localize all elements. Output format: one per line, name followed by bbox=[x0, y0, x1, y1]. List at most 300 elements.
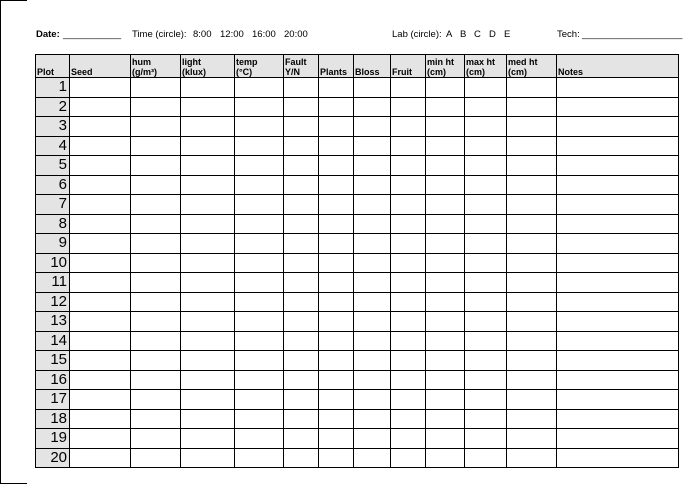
entry-cell[interactable] bbox=[391, 390, 426, 410]
entry-cell[interactable] bbox=[181, 409, 235, 429]
entry-cell[interactable] bbox=[557, 351, 679, 371]
entry-cell[interactable] bbox=[391, 351, 426, 371]
col-header-bloss: Bloss bbox=[354, 55, 391, 78]
entry-cell[interactable] bbox=[235, 409, 284, 429]
entry-cell[interactable] bbox=[131, 292, 181, 312]
col-header-seed: Seed bbox=[70, 55, 131, 78]
entry-cell[interactable] bbox=[70, 273, 131, 293]
col-header-plot: Plot bbox=[36, 55, 70, 78]
entry-cell[interactable] bbox=[131, 370, 181, 390]
entry-cell[interactable] bbox=[354, 156, 391, 176]
entry-cell[interactable] bbox=[426, 273, 465, 293]
entry-cell[interactable] bbox=[235, 370, 284, 390]
entry-cell[interactable] bbox=[426, 234, 465, 254]
entry-cell[interactable] bbox=[131, 312, 181, 332]
entry-cell[interactable] bbox=[319, 351, 354, 371]
entry-cell[interactable] bbox=[284, 351, 319, 371]
table-row bbox=[36, 390, 679, 410]
entry-cell[interactable] bbox=[426, 253, 465, 273]
entry-cell[interactable] bbox=[235, 253, 284, 273]
entry-cell[interactable] bbox=[181, 97, 235, 117]
entry-cell[interactable] bbox=[426, 292, 465, 312]
entry-cell[interactable] bbox=[319, 429, 354, 449]
entry-cell[interactable] bbox=[426, 97, 465, 117]
entry-cell[interactable] bbox=[426, 214, 465, 234]
entry-cell[interactable] bbox=[465, 253, 507, 273]
entry-cell[interactable] bbox=[319, 292, 354, 312]
entry-cell[interactable] bbox=[354, 195, 391, 215]
entry-cell[interactable] bbox=[426, 156, 465, 176]
entry-cell[interactable] bbox=[131, 195, 181, 215]
entry-cell[interactable] bbox=[391, 136, 426, 156]
entry-cell[interactable] bbox=[465, 331, 507, 351]
entry-cell[interactable] bbox=[181, 156, 235, 176]
table-row bbox=[36, 312, 679, 332]
entry-cell[interactable] bbox=[131, 78, 181, 98]
entry-cell[interactable] bbox=[284, 448, 319, 468]
entry-cell[interactable] bbox=[70, 156, 131, 176]
entry-cell[interactable] bbox=[181, 331, 235, 351]
entry-cell[interactable] bbox=[181, 390, 235, 410]
entry-cell[interactable] bbox=[426, 136, 465, 156]
entry-cell[interactable] bbox=[131, 429, 181, 449]
plot-number: 7 bbox=[36, 195, 70, 215]
entry-cell[interactable] bbox=[426, 429, 465, 449]
entry-cell[interactable] bbox=[507, 370, 557, 390]
table-row bbox=[36, 429, 679, 449]
entry-cell[interactable] bbox=[131, 351, 181, 371]
plot-number: 3 bbox=[36, 117, 70, 137]
table-row bbox=[36, 370, 679, 390]
entry-cell[interactable] bbox=[507, 136, 557, 156]
entry-cell[interactable] bbox=[557, 253, 679, 273]
entry-cell[interactable] bbox=[70, 331, 131, 351]
entry-cell[interactable] bbox=[70, 312, 131, 332]
entry-cell[interactable] bbox=[426, 175, 465, 195]
entry-cell[interactable] bbox=[426, 351, 465, 371]
time-option-0800[interactable]: 8:00 bbox=[193, 29, 212, 40]
entry-cell[interactable] bbox=[235, 117, 284, 137]
entry-cell[interactable] bbox=[354, 409, 391, 429]
entry-cell[interactable] bbox=[319, 156, 354, 176]
entry-cell[interactable] bbox=[319, 370, 354, 390]
entry-cell[interactable] bbox=[354, 370, 391, 390]
entry-cell[interactable] bbox=[507, 273, 557, 293]
entry-cell[interactable] bbox=[319, 253, 354, 273]
entry-cell[interactable] bbox=[557, 175, 679, 195]
entry-cell[interactable] bbox=[391, 234, 426, 254]
entry-cell[interactable] bbox=[70, 195, 131, 215]
entry-cell[interactable] bbox=[319, 390, 354, 410]
entry-cell[interactable] bbox=[181, 117, 235, 137]
entry-cell[interactable] bbox=[354, 292, 391, 312]
entry-cell[interactable] bbox=[465, 370, 507, 390]
entry-cell[interactable] bbox=[465, 97, 507, 117]
entry-cell[interactable] bbox=[319, 331, 354, 351]
entry-cell[interactable] bbox=[70, 175, 131, 195]
margin-mark-bottom bbox=[0, 483, 27, 484]
entry-cell[interactable] bbox=[557, 312, 679, 332]
col-header-med-ht: med ht (cm) bbox=[507, 55, 557, 78]
entry-cell[interactable] bbox=[557, 214, 679, 234]
col-header-fruit: Fruit bbox=[391, 55, 426, 78]
entry-cell[interactable] bbox=[465, 78, 507, 98]
entry-cell[interactable] bbox=[319, 273, 354, 293]
entry-cell[interactable] bbox=[70, 370, 131, 390]
entry-cell[interactable] bbox=[131, 273, 181, 293]
date-label: Date: bbox=[36, 29, 60, 40]
entry-cell[interactable] bbox=[391, 78, 426, 98]
entry-cell[interactable] bbox=[507, 195, 557, 215]
entry-cell[interactable] bbox=[391, 97, 426, 117]
entry-cell[interactable] bbox=[557, 448, 679, 468]
entry-cell[interactable] bbox=[426, 117, 465, 137]
table-row bbox=[36, 78, 679, 98]
entry-cell[interactable] bbox=[391, 156, 426, 176]
entry-cell[interactable] bbox=[354, 214, 391, 234]
entry-cell[interactable] bbox=[284, 429, 319, 449]
time-option-1600[interactable]: 16:00 bbox=[252, 29, 276, 40]
table-row bbox=[36, 409, 679, 429]
entry-cell[interactable] bbox=[131, 156, 181, 176]
entry-cell[interactable] bbox=[465, 195, 507, 215]
entry-cell[interactable] bbox=[70, 117, 131, 137]
form-header bbox=[36, 29, 683, 41]
col-header-plants: Plants bbox=[319, 55, 354, 78]
entry-cell[interactable] bbox=[319, 136, 354, 156]
entry-cell[interactable] bbox=[507, 234, 557, 254]
entry-cell[interactable] bbox=[557, 156, 679, 176]
entry-cell[interactable] bbox=[70, 429, 131, 449]
entry-cell[interactable] bbox=[284, 78, 319, 98]
entry-cell[interactable] bbox=[507, 409, 557, 429]
entry-cell[interactable] bbox=[507, 253, 557, 273]
col-header-max-ht: max ht (cm) bbox=[465, 55, 507, 78]
col-header-humidity: hum (g/m³) bbox=[131, 55, 181, 78]
entry-cell[interactable] bbox=[465, 351, 507, 371]
entry-cell[interactable] bbox=[70, 351, 131, 371]
entry-cell[interactable] bbox=[354, 273, 391, 293]
entry-cell[interactable] bbox=[284, 195, 319, 215]
entry-cell[interactable] bbox=[181, 136, 235, 156]
entry-cell[interactable] bbox=[131, 214, 181, 234]
entry-cell[interactable] bbox=[354, 175, 391, 195]
entry-cell[interactable] bbox=[131, 234, 181, 254]
plot-number: 12 bbox=[36, 292, 70, 312]
entry-cell[interactable] bbox=[465, 117, 507, 137]
plot-number: 1 bbox=[36, 78, 70, 98]
col-header-light: light (klux) bbox=[181, 55, 235, 78]
entry-cell[interactable] bbox=[354, 351, 391, 371]
table-row bbox=[36, 117, 679, 137]
entry-cell[interactable] bbox=[557, 97, 679, 117]
entry-cell[interactable] bbox=[557, 195, 679, 215]
entry-cell[interactable] bbox=[284, 234, 319, 254]
entry-cell[interactable] bbox=[284, 97, 319, 117]
entry-cell[interactable] bbox=[235, 331, 284, 351]
header-row bbox=[36, 55, 679, 78]
entry-cell[interactable] bbox=[181, 292, 235, 312]
entry-cell[interactable] bbox=[507, 97, 557, 117]
plot-number: 20 bbox=[36, 448, 70, 468]
entry-cell[interactable] bbox=[426, 370, 465, 390]
entry-cell[interactable] bbox=[181, 448, 235, 468]
entry-cell[interactable] bbox=[426, 331, 465, 351]
entry-cell[interactable] bbox=[235, 97, 284, 117]
entry-cell[interactable] bbox=[284, 253, 319, 273]
entry-cell[interactable] bbox=[181, 429, 235, 449]
entry-cell[interactable] bbox=[557, 117, 679, 137]
table-row bbox=[36, 136, 679, 156]
entry-cell[interactable] bbox=[507, 214, 557, 234]
entry-cell[interactable] bbox=[319, 234, 354, 254]
entry-cell[interactable] bbox=[465, 390, 507, 410]
entry-cell[interactable] bbox=[131, 448, 181, 468]
entry-cell[interactable] bbox=[181, 351, 235, 371]
table-row bbox=[36, 253, 679, 273]
table-row bbox=[36, 156, 679, 176]
entry-cell[interactable] bbox=[284, 175, 319, 195]
entry-cell[interactable] bbox=[354, 136, 391, 156]
tech-field[interactable]: ___________________ bbox=[582, 29, 683, 40]
entry-cell[interactable] bbox=[557, 429, 679, 449]
entry-cell[interactable] bbox=[426, 448, 465, 468]
entry-cell[interactable] bbox=[284, 312, 319, 332]
entry-cell[interactable] bbox=[465, 234, 507, 254]
entry-cell[interactable] bbox=[181, 234, 235, 254]
entry-cell[interactable] bbox=[507, 117, 557, 137]
entry-cell[interactable] bbox=[181, 312, 235, 332]
entry-cell[interactable] bbox=[131, 97, 181, 117]
entry-cell[interactable] bbox=[235, 429, 284, 449]
entry-cell[interactable] bbox=[465, 214, 507, 234]
plot-number: 2 bbox=[36, 97, 70, 117]
entry-cell[interactable] bbox=[70, 234, 131, 254]
col-header-notes: Notes bbox=[557, 55, 679, 78]
entry-cell[interactable] bbox=[557, 136, 679, 156]
entry-cell[interactable] bbox=[319, 117, 354, 137]
table-row bbox=[36, 448, 679, 468]
entry-cell[interactable] bbox=[465, 292, 507, 312]
plot-number: 4 bbox=[36, 136, 70, 156]
entry-cell[interactable] bbox=[465, 409, 507, 429]
entry-cell[interactable] bbox=[557, 273, 679, 293]
entry-cell[interactable] bbox=[391, 117, 426, 137]
entry-cell[interactable] bbox=[181, 253, 235, 273]
entry-cell[interactable] bbox=[465, 448, 507, 468]
entry-cell[interactable] bbox=[354, 97, 391, 117]
entry-cell[interactable] bbox=[391, 273, 426, 293]
entry-cell[interactable] bbox=[507, 312, 557, 332]
entry-cell[interactable] bbox=[557, 78, 679, 98]
table-row bbox=[36, 331, 679, 351]
lab-option-b[interactable]: B bbox=[460, 29, 467, 40]
col-header-fault: Fault Y/N bbox=[284, 55, 319, 78]
entry-cell[interactable] bbox=[131, 117, 181, 137]
entry-cell[interactable] bbox=[557, 409, 679, 429]
entry-cell[interactable] bbox=[426, 78, 465, 98]
entry-cell[interactable] bbox=[319, 78, 354, 98]
entry-cell[interactable] bbox=[131, 175, 181, 195]
entry-cell[interactable] bbox=[284, 273, 319, 293]
entry-cell[interactable] bbox=[235, 175, 284, 195]
entry-cell[interactable] bbox=[557, 331, 679, 351]
entry-cell[interactable] bbox=[319, 312, 354, 332]
entry-cell[interactable] bbox=[391, 214, 426, 234]
entry-cell[interactable] bbox=[426, 195, 465, 215]
entry-cell[interactable] bbox=[181, 370, 235, 390]
entry-cell[interactable] bbox=[426, 312, 465, 332]
entry-cell[interactable] bbox=[391, 253, 426, 273]
entry-cell[interactable] bbox=[284, 409, 319, 429]
entry-cell[interactable] bbox=[235, 351, 284, 371]
entry-cell[interactable] bbox=[507, 351, 557, 371]
entry-cell[interactable] bbox=[181, 175, 235, 195]
entry-cell[interactable] bbox=[319, 448, 354, 468]
entry-cell[interactable] bbox=[507, 390, 557, 410]
entry-cell[interactable] bbox=[235, 234, 284, 254]
entry-cell[interactable] bbox=[319, 409, 354, 429]
entry-cell[interactable] bbox=[465, 312, 507, 332]
entry-cell[interactable] bbox=[354, 448, 391, 468]
entry-cell[interactable] bbox=[70, 214, 131, 234]
entry-cell[interactable] bbox=[284, 390, 319, 410]
entry-cell[interactable] bbox=[70, 78, 131, 98]
entry-cell[interactable] bbox=[131, 136, 181, 156]
entry-cell[interactable] bbox=[181, 195, 235, 215]
entry-cell[interactable] bbox=[319, 97, 354, 117]
entry-cell[interactable] bbox=[70, 97, 131, 117]
entry-cell[interactable] bbox=[465, 136, 507, 156]
entry-cell[interactable] bbox=[391, 448, 426, 468]
entry-cell[interactable] bbox=[235, 292, 284, 312]
entry-cell[interactable] bbox=[284, 117, 319, 137]
entry-cell[interactable] bbox=[391, 429, 426, 449]
entry-cell[interactable] bbox=[507, 78, 557, 98]
entry-cell[interactable] bbox=[284, 370, 319, 390]
entry-cell[interactable] bbox=[284, 292, 319, 312]
entry-cell[interactable] bbox=[465, 273, 507, 293]
plot-number: 18 bbox=[36, 409, 70, 429]
entry-cell[interactable] bbox=[235, 195, 284, 215]
entry-cell[interactable] bbox=[557, 234, 679, 254]
entry-cell[interactable] bbox=[235, 312, 284, 332]
entry-cell[interactable] bbox=[235, 214, 284, 234]
plot-number: 5 bbox=[36, 156, 70, 176]
entry-cell[interactable] bbox=[70, 136, 131, 156]
entry-cell[interactable] bbox=[235, 390, 284, 410]
entry-cell[interactable] bbox=[354, 331, 391, 351]
entry-cell[interactable] bbox=[391, 409, 426, 429]
lab-option-d[interactable]: D bbox=[489, 29, 496, 40]
entry-cell[interactable] bbox=[426, 409, 465, 429]
entry-cell[interactable] bbox=[391, 331, 426, 351]
plot-number: 15 bbox=[36, 351, 70, 371]
entry-cell[interactable] bbox=[391, 312, 426, 332]
entry-cell[interactable] bbox=[319, 214, 354, 234]
entry-cell[interactable] bbox=[70, 253, 131, 273]
entry-cell[interactable] bbox=[465, 156, 507, 176]
entry-cell[interactable] bbox=[131, 409, 181, 429]
lab-label: Lab (circle): bbox=[392, 29, 442, 40]
lab-option-c[interactable]: C bbox=[474, 29, 481, 40]
time-option-2000[interactable]: 20:00 bbox=[284, 29, 308, 40]
entry-cell[interactable] bbox=[507, 175, 557, 195]
entry-cell[interactable] bbox=[391, 175, 426, 195]
entry-cell[interactable] bbox=[284, 156, 319, 176]
entry-cell[interactable] bbox=[181, 214, 235, 234]
entry-cell[interactable] bbox=[426, 390, 465, 410]
entry-cell[interactable] bbox=[70, 409, 131, 429]
entry-cell[interactable] bbox=[235, 136, 284, 156]
date-field[interactable]: ___________ bbox=[63, 29, 122, 40]
entry-cell[interactable] bbox=[557, 390, 679, 410]
entry-cell[interactable] bbox=[181, 273, 235, 293]
lab-option-e[interactable]: E bbox=[504, 29, 511, 40]
entry-cell[interactable] bbox=[507, 331, 557, 351]
plot-number: 9 bbox=[36, 234, 70, 254]
plot-number: 8 bbox=[36, 214, 70, 234]
plot-number: 6 bbox=[36, 175, 70, 195]
entry-cell[interactable] bbox=[235, 156, 284, 176]
entry-cell[interactable] bbox=[181, 78, 235, 98]
entry-cell[interactable] bbox=[354, 390, 391, 410]
entry-cell[interactable] bbox=[557, 370, 679, 390]
entry-cell[interactable] bbox=[131, 253, 181, 273]
lab-option-a[interactable]: A bbox=[446, 29, 453, 40]
entry-cell[interactable] bbox=[284, 214, 319, 234]
entry-cell[interactable] bbox=[70, 448, 131, 468]
entry-cell[interactable] bbox=[391, 195, 426, 215]
entry-cell[interactable] bbox=[131, 390, 181, 410]
entry-cell[interactable] bbox=[391, 370, 426, 390]
entry-cell[interactable] bbox=[235, 273, 284, 293]
entry-cell[interactable] bbox=[319, 175, 354, 195]
entry-cell[interactable] bbox=[235, 448, 284, 468]
entry-cell[interactable] bbox=[465, 175, 507, 195]
entry-cell[interactable] bbox=[507, 156, 557, 176]
entry-cell[interactable] bbox=[284, 136, 319, 156]
table-row bbox=[36, 195, 679, 215]
entry-cell[interactable] bbox=[507, 448, 557, 468]
col-header-min-ht: min ht (cm) bbox=[426, 55, 465, 78]
entry-cell[interactable] bbox=[319, 195, 354, 215]
entry-cell[interactable] bbox=[354, 312, 391, 332]
entry-cell[interactable] bbox=[465, 429, 507, 449]
time-option-1200[interactable]: 12:00 bbox=[220, 29, 244, 40]
entry-cell[interactable] bbox=[131, 331, 181, 351]
entry-cell[interactable] bbox=[235, 78, 284, 98]
entry-cell[interactable] bbox=[354, 117, 391, 137]
plot-number: 16 bbox=[36, 370, 70, 390]
table-row bbox=[36, 175, 679, 195]
tech-label: Tech: bbox=[557, 29, 580, 40]
time-label: Time (circle): bbox=[132, 29, 187, 40]
entry-cell[interactable] bbox=[284, 331, 319, 351]
entry-cell[interactable] bbox=[507, 429, 557, 449]
entry-cell[interactable] bbox=[354, 78, 391, 98]
entry-cell[interactable] bbox=[557, 292, 679, 312]
entry-cell[interactable] bbox=[354, 253, 391, 273]
plot-number: 17 bbox=[36, 390, 70, 410]
entry-cell[interactable] bbox=[354, 234, 391, 254]
entry-cell[interactable] bbox=[391, 292, 426, 312]
table-row bbox=[36, 97, 679, 117]
entry-cell[interactable] bbox=[507, 292, 557, 312]
entry-cell[interactable] bbox=[354, 429, 391, 449]
entry-cell[interactable] bbox=[70, 292, 131, 312]
entry-cell[interactable] bbox=[70, 390, 131, 410]
